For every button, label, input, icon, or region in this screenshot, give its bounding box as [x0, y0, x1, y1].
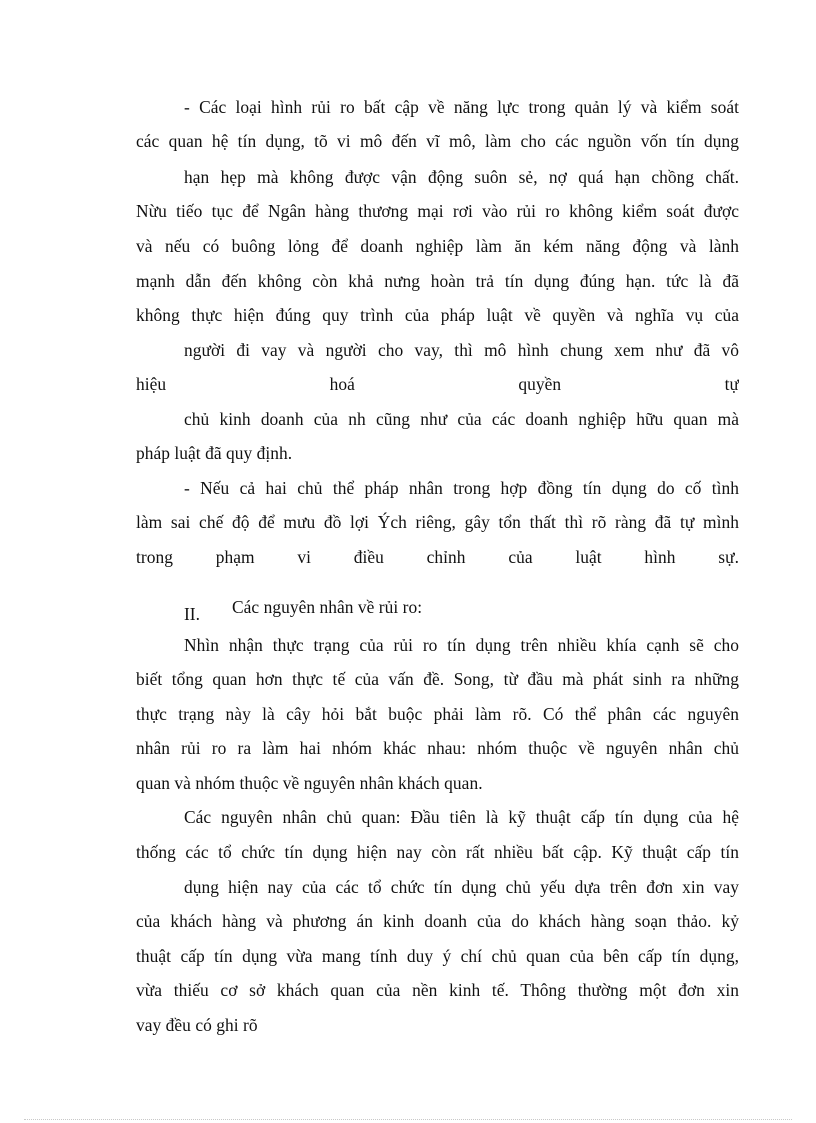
text-line: dụng hiện nay của các tổ chức tín dụng chủ yếu dựa trên đơn xin vay	[184, 877, 739, 897]
text-line: Nừu tiếo tục để Ngân hàng thương mại rơi vào rủi ro không kiểm soát được	[136, 201, 739, 221]
text-line: nhân rủi ro ra làm hai nhóm khác nhau: nhóm thuộc về nguyên nhân chủ	[136, 738, 739, 758]
text-line: biết tổng quan hơn thực tế của vấn đề. Song, từ đầu mà phát sinh ra những	[136, 669, 739, 689]
text-line: mạnh dẫn đến không còn khả nưng hoàn trả tín dụng đúng hạn. tức là đã	[136, 271, 739, 291]
text-line: vay đều có ghi rõ	[136, 1015, 258, 1035]
text-line: người đi vay và người cho vay, thì mô hình chung xem như đã vô	[184, 340, 739, 360]
text-line: vừa thiếu cơ sở khách quan của nền kinh tế. Thông thường một đơn xin	[136, 980, 739, 1000]
text-line: Các nguyên nhân chủ quan: Đầu tiên là kỹ thuật cấp tín dụng của hệ	[184, 807, 739, 827]
text-line: thống các tổ chức tín dụng hiện nay còn rất nhiều bất cập. Kỹ thuật cấp tín	[136, 842, 739, 862]
text-line: không thực hiện đúng quy trình của pháp luật về quyền và nghĩa vụ của	[136, 305, 739, 325]
text-line: trong phạm vi điều chỉnh của luật hình sự.	[136, 547, 739, 567]
text-line: - Nếu cả hai chủ thể pháp nhân trong hợp đồng tín dụng do cố tình	[184, 478, 739, 498]
text-line: các quan hệ tín dụng, tõ vi mô đến vĩ mô, làm cho các nguồn vốn tín dụng	[136, 131, 739, 151]
text-line: và nếu có buông lỏng để doanh nghiệp làm ăn kém năng động và lành	[136, 236, 739, 256]
section-number: II.	[184, 604, 200, 624]
page-bottom-rule	[24, 1119, 792, 1120]
text-line: Nhìn nhận thực trạng của rủi ro tín dụng trên nhiều khía cạnh sẽ cho	[184, 635, 739, 655]
text-line: của khách hàng và phương án kinh doanh của do khách hàng soạn thảo. kỷ	[136, 911, 739, 931]
text-line: - Các loại hình rủi ro bất cập về năng lực trong quản lý và kiểm soát	[184, 97, 739, 117]
text-line: làm sai chế độ để mưu đồ lợi Ých riêng, gây tổn thất thì rõ ràng đã tự mình	[136, 512, 739, 532]
text-line: pháp luật đã quy định.	[136, 443, 293, 463]
text-line: hiệu hoá quyền tự	[136, 374, 739, 394]
text-line: thực trạng này là cây hỏi bắt buộc phải làm rõ. Có thể phân các nguyên	[136, 704, 739, 724]
text-line: chủ kinh doanh của nh cũng như của các doanh nghiệp hữu quan mà	[184, 409, 739, 429]
section-title: Các nguyên nhân về rủi ro:	[232, 597, 423, 617]
text-line: thuật cấp tín dụng vừa mang tính duy ý chí chủ quan của bên cấp tín dụng,	[136, 946, 739, 966]
text-line: quan và nhóm thuộc về nguyên nhân khách quan.	[136, 773, 483, 793]
text-line: hạn hẹp mà không được vận động suôn sẻ, nợ quá hạn chồng chất.	[184, 167, 739, 187]
